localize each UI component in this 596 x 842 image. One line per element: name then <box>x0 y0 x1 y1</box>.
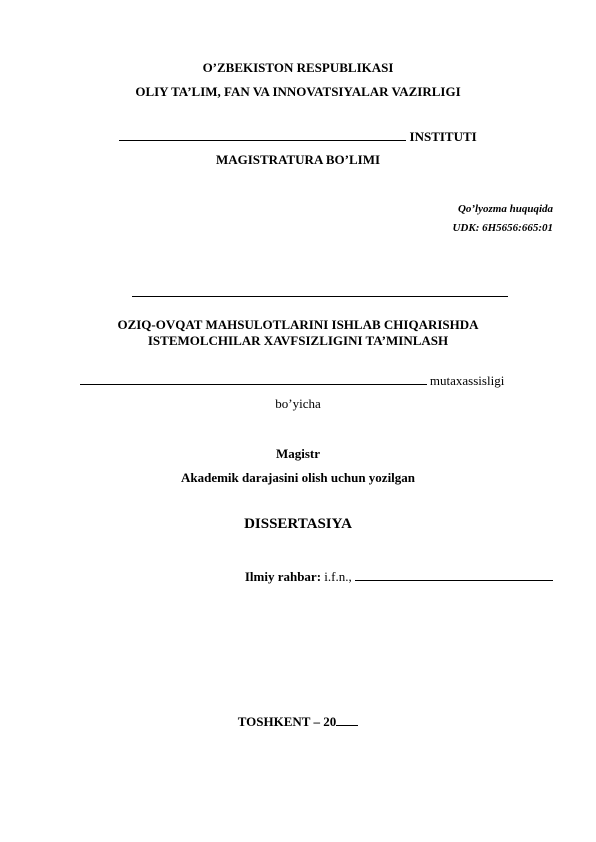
topic-line-1: OZIQ-OVQAT MAHSULOTLARINI ISHLAB CHIQARISHDA <box>117 317 479 332</box>
city-year-line <box>0 714 596 730</box>
department-heading: MAGISTRATURA BO’LIMI <box>215 152 381 167</box>
degree-title: Magistr <box>275 446 321 461</box>
specialty-suffix: mutaxassisligi <box>429 373 505 388</box>
supervisor-name-blank <box>355 580 553 581</box>
institute-line <box>0 129 596 145</box>
supervisor-line <box>245 569 553 585</box>
ministry-heading: OLIY TA’LIM, FAN VA INNOVATSIYALAR VAZIRLIGI <box>135 84 461 99</box>
document-type: DISSERTASIYA <box>244 516 352 532</box>
topic-line-2: ISTEMOLCHILAR XAVFSIZLIGINI TA’MINLASH <box>147 333 449 348</box>
udk-code: UDK: 6H5656:665:01 <box>452 222 553 234</box>
degree-purpose: Akademik darajasini olish uchun yozilgan <box>180 470 416 485</box>
city-year: TOSHKENT – 20 <box>237 714 337 729</box>
specialty-blank <box>80 384 427 385</box>
copyright-note: Qo’lyozma huquqida <box>457 203 553 215</box>
specialty-line-2: bo’yicha <box>275 396 321 411</box>
supervisor-degree: i.f.n., <box>324 569 352 584</box>
author-name-blank <box>132 296 508 297</box>
institute-name-blank <box>119 140 406 141</box>
republic-heading: O’ZBEKISTON RESPUBLIKASI <box>202 60 394 75</box>
year-blank <box>336 725 358 726</box>
specialty-line <box>0 373 590 389</box>
institute-suffix: INSTITUTI <box>409 129 477 144</box>
supervisor-label: Ilmiy rahbar: <box>244 569 322 584</box>
